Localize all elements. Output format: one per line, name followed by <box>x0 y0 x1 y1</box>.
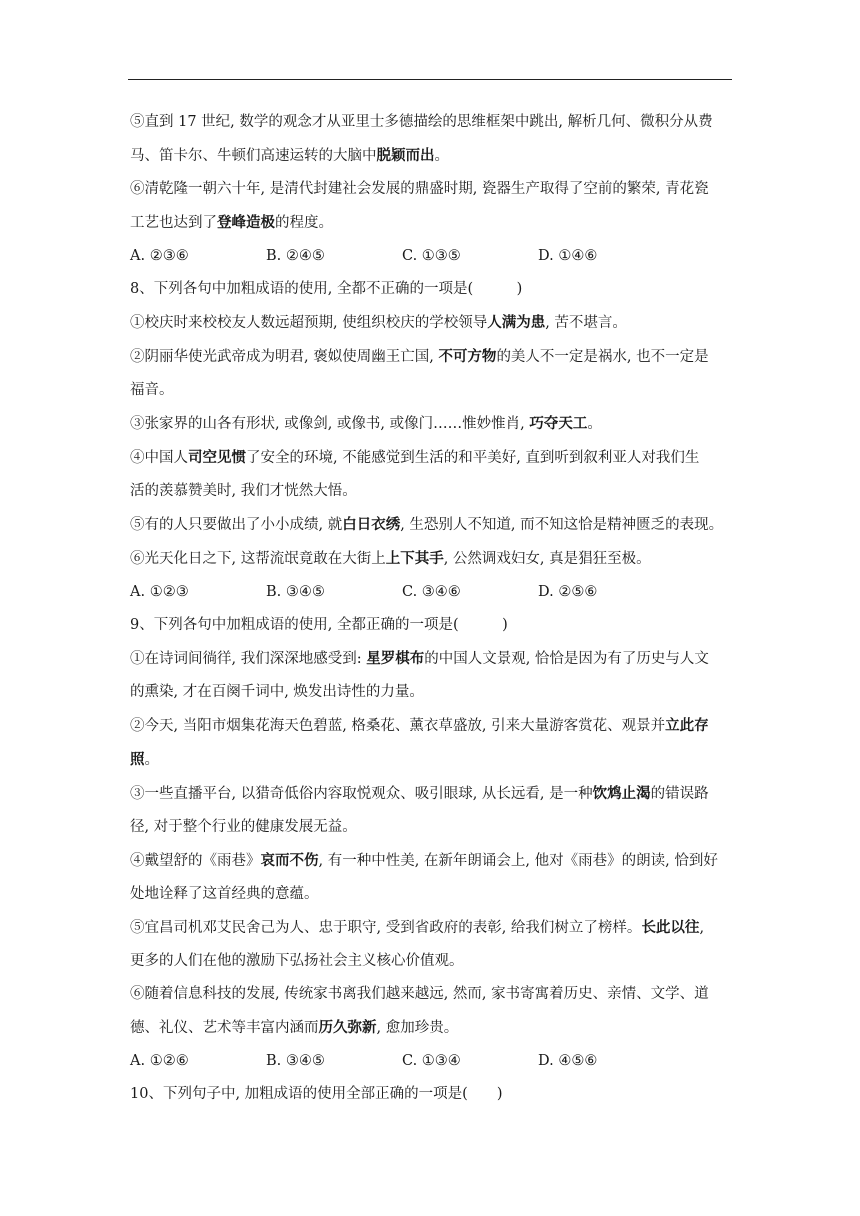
option-d: D. ②⑤⑥ <box>538 584 598 600</box>
document-body <box>130 106 732 1111</box>
option-a: A. ①②⑥ <box>130 1053 189 1069</box>
bold-idiom: 人满为患 <box>487 314 546 331</box>
q9-item-5: ⑤宜昌司机邓艾民舍己为人、忠于职守, 受到省政府的表彰, 给我们树立了榜样。长此以往, 更多的人们在他的激励下弘扬社会主义核心价值观。 <box>130 919 705 969</box>
option-b: B. ②④⑤ <box>266 248 325 264</box>
q9-item-2: ②今天, 当阳市烟集花海天色碧蓝, 格桑花、薰衣草盛放, 引来大量游客赏花、观景并立此存 照。 <box>130 717 709 768</box>
q7-item-6: ⑥清乾隆一朝六十年, 是清代封建社会发展的鼎盛时期, 瓷器生产取得了空前的繁荣, 青花瓷 工艺也达到了登峰造极的程度。 <box>130 181 709 231</box>
option-c: C. ③④⑥ <box>402 584 461 600</box>
q8-item-4: ④中国人司空见惯了安全的环境, 不能感觉到生活的和平美好, 直到听到叙利亚人对我们生 活的羡慕赞美时, 我们才恍然大悟。 <box>130 449 700 499</box>
q8-item-1: ①校庆时来校校友人数远超预期, 使组织校庆的学校领导人满为患, 苦不堪言。 <box>130 314 627 331</box>
bold-idiom: 登峰造极 <box>217 214 275 231</box>
q8-item-6: ⑥光天化日之下, 这帮流氓竟敢在大街上上下其手, 公然调戏妇女, 真是猖狂至极。 <box>130 550 651 567</box>
q9-item-6: ⑥随着信息科技的发展, 传统家书离我们越来越远, 然而, 家书寄寓着历史、亲情、文学、道 德、礼仪、艺术等丰富内涵而历久弥新, 愈加珍贵。 <box>130 986 709 1036</box>
header-rule <box>128 79 732 80</box>
q9-item-1: ①在诗词间徜徉, 我们深深地感受到: 星罗棋布的中国人文景观, 恰恰是因为有了历史与人文 的熏染, 才在百阕千词中, 焕发出诗性的力量。 <box>130 650 709 700</box>
bold-idiom: 白日衣绣 <box>342 516 401 533</box>
option-d: D. ①④⑥ <box>538 248 598 264</box>
bold-idiom: 不可方物 <box>438 348 497 365</box>
q7-options <box>130 240 732 273</box>
option-b: B. ③④⑤ <box>266 584 325 600</box>
bold-idiom: 立此存 <box>665 717 709 734</box>
q9-stem: 9、下列各句中加粗成语的使用, 全都正确的一项是( ) <box>130 617 508 633</box>
q10-stem: 10、下列句子中, 加粗成语的使用全部正确的一项是( ) <box>130 1086 503 1102</box>
option-c: C. ①③⑤ <box>402 248 461 264</box>
option-b: B. ③④⑤ <box>266 1053 325 1069</box>
bold-idiom: 星罗棋布 <box>366 650 425 667</box>
bold-idiom: 巧夺天工 <box>529 415 588 432</box>
option-a: A. ①②③ <box>130 584 189 600</box>
bold-idiom: 历久弥新 <box>318 1019 377 1036</box>
bold-idiom: 脱颖而出 <box>376 147 435 164</box>
q8-item-3: ③张家界的山各有形状, 或像剑, 或像书, 或像门……惟妙惟肖, 巧夺天工。 <box>130 415 602 432</box>
q8-item-5: ⑤有的人只要做出了小小成绩, 就白日衣绣, 生恐别人不知道, 而不知这恰是精神匮乏的表现。 <box>130 516 724 533</box>
bold-idiom: 长此以往 <box>641 919 700 936</box>
q8-item-2: ②阴丽华使光武帝成为明君, 褒姒使周幽王亡国, 不可方物的美人不一定是祸水, 也不一定是 福音。 <box>130 348 709 398</box>
bold-idiom: 饮鸩止渴 <box>592 785 651 802</box>
q7-item-5: ⑤直到 17 世纪, 数学的观念才从亚里士多德描绘的思维框架中跳出, 解析几何、微积分从费 马、笛卡尔、牛顿们高速运转的大脑中脱颖而出。 <box>130 114 713 164</box>
bold-idiom: 司空见惯 <box>188 449 246 466</box>
q9-item-3: ③一些直播平台, 以猎奇低俗内容取悦观众、吸引眼球, 从长远看, 是一种饮鸩止渴的错误路 径, 对于整个行业的健康发展无益。 <box>130 785 709 835</box>
bold-idiom: 哀而不伤 <box>260 852 319 869</box>
q8-options <box>130 576 732 609</box>
q9-item-4: ④戴望舒的《雨巷》哀而不伤, 有一种中性美, 在新年朗诵会上, 他对《雨巷》的朗读, 恰到好 处地诠释了这首经典的意蕴。 <box>130 852 718 902</box>
bold-idiom: 照 <box>130 751 145 768</box>
bold-idiom: 上下其手 <box>385 550 444 567</box>
option-a: A. ②③⑥ <box>130 248 189 264</box>
q9-options <box>130 1045 732 1078</box>
option-c: C. ①③④ <box>402 1053 461 1069</box>
q8-stem: 8、下列各句中加粗成语的使用, 全都不正确的一项是( ) <box>130 281 523 297</box>
option-d: D. ④⑤⑥ <box>538 1053 598 1069</box>
